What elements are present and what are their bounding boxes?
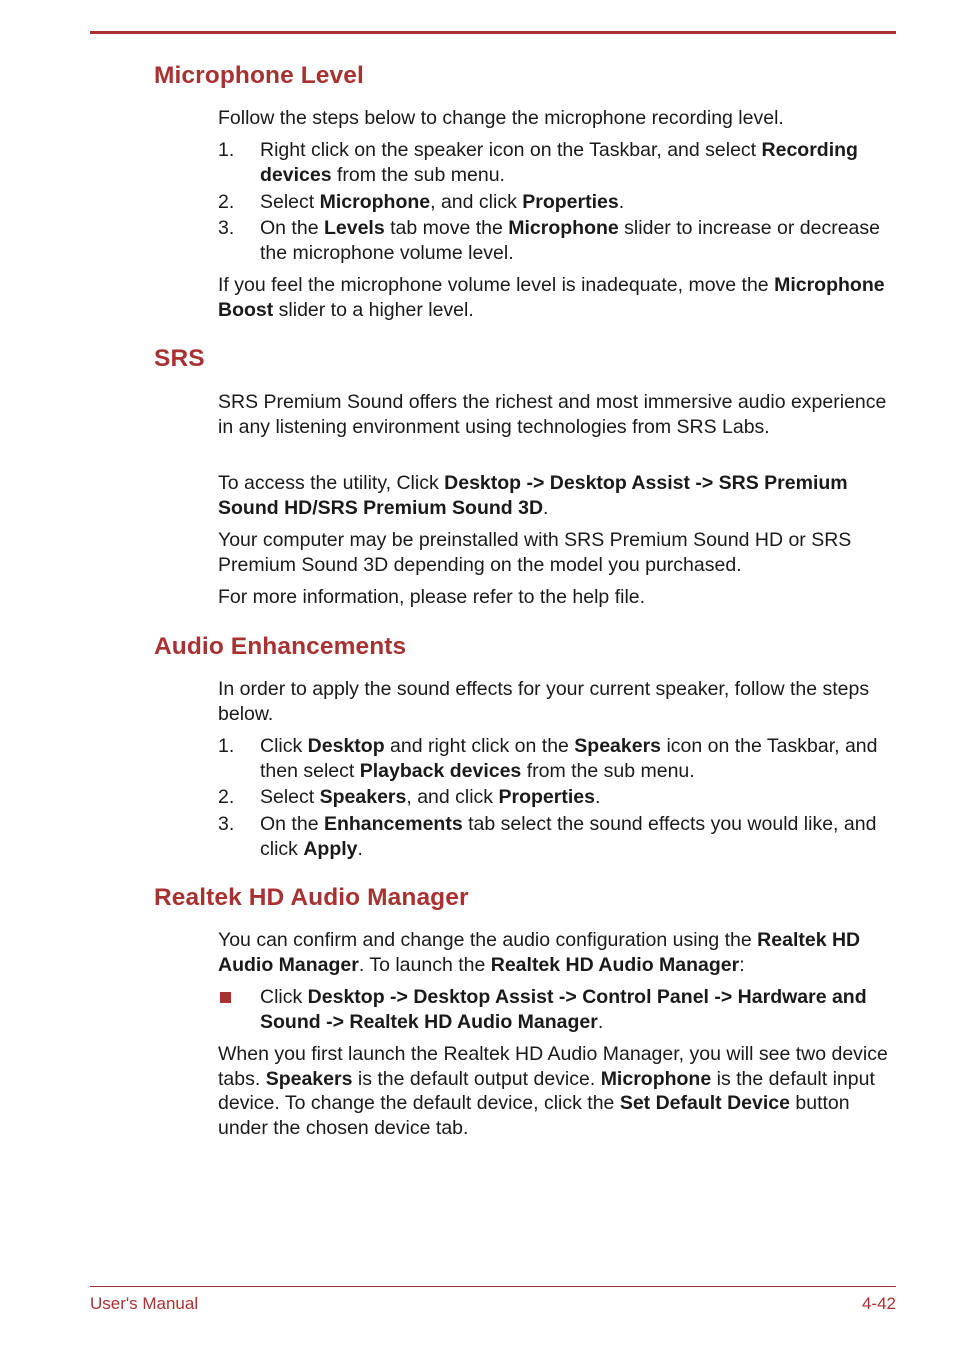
bold-text: Recording devices: [260, 139, 858, 186]
bold-text: Desktop -> Desktop Assist -> SRS Premium Sound HD/SRS Premium Sound 3D: [218, 472, 848, 519]
list-item: [218, 734, 898, 783]
page-number: 4-42: [861, 1294, 896, 1313]
list-item: [218, 785, 898, 810]
text-run: Right click on the speaker icon on the Taskbar, and select: [260, 139, 762, 161]
bold-text: Speakers: [574, 735, 662, 757]
text-run: On the: [260, 813, 324, 835]
list-text: [260, 812, 898, 861]
footer-rule: [90, 1286, 896, 1287]
text-run: Click: [260, 735, 308, 757]
list-number: 2.: [218, 786, 235, 808]
bold-text: Playback devices: [359, 759, 522, 782]
list-number: 1.: [218, 139, 235, 161]
list-text: [260, 734, 898, 783]
section-title-audio-enhancements: Audio Enhancements: [154, 633, 407, 660]
bold-text: Properties: [522, 191, 619, 213]
bold-text: Speakers: [319, 786, 407, 808]
bullet-item: [218, 985, 898, 1034]
text-run: button under the chosen device tab.: [218, 1092, 850, 1139]
square-bullet-icon: [220, 992, 231, 1003]
bold-text: Levels: [323, 217, 385, 239]
list-item: [218, 190, 898, 215]
list-text: [260, 138, 898, 187]
text-run: is the default output device.: [352, 1067, 601, 1090]
bold-text: Properties: [498, 786, 595, 808]
bold-text: Microphone: [508, 217, 619, 239]
text-run: When you first launch the Realtek HD Audio Manager, you will see two device tabs.: [218, 1043, 888, 1090]
footer-manual-label: User's Manual: [90, 1294, 199, 1313]
text-run: :: [739, 953, 745, 976]
text-run: To access the utility, Click: [218, 472, 445, 494]
text-run: from the sub menu.: [331, 163, 505, 186]
bold-text: Set Default Device: [619, 1092, 790, 1114]
list-item: [218, 216, 898, 265]
text-run: If you feel the microphone volume level is inadequate, move the: [218, 274, 775, 296]
text-run: slider to increase or decrease the microphone volume level.: [260, 217, 880, 264]
realtek-intro: [218, 928, 898, 977]
text-run: . To launch the: [358, 953, 491, 976]
text-run: .: [357, 837, 363, 860]
text-run: tab select the sound effects you would like, and click: [260, 813, 877, 860]
list-text: [260, 785, 898, 810]
text-run: tab move the: [384, 217, 509, 239]
section-title-microphone-level: Microphone Level: [154, 62, 364, 89]
text-run: icon on the Taskbar, and then select: [260, 735, 878, 782]
bold-text: Realtek HD Audio Manager: [218, 929, 861, 976]
bold-text: Desktop: [307, 735, 385, 757]
bold-text: Microphone: [319, 191, 431, 213]
bullet-text: [260, 985, 898, 1034]
text-run: .: [594, 786, 601, 808]
srs-paragraph: [218, 390, 898, 439]
srs-paragraph: [218, 585, 898, 610]
audio-enhancements-intro: In order to apply the sound effects for your current speaker, follow the steps below.: [218, 678, 870, 725]
text-run: You can confirm and change the audio configuration using the: [218, 929, 758, 951]
text-run: , and click: [430, 191, 523, 213]
text-run: Click: [260, 986, 308, 1008]
list-number: 1.: [218, 735, 235, 757]
section-title-realtek: Realtek HD Audio Manager: [154, 884, 469, 911]
bold-text: Enhancements: [323, 813, 463, 835]
text-run: For more information, please refer to the help file.: [218, 586, 646, 608]
bold-text: Microphone Boost: [218, 274, 885, 321]
bold-text: Apply: [303, 837, 358, 860]
list-number: 3.: [218, 217, 235, 239]
srs-paragraph: [218, 471, 898, 520]
text-run: from the sub menu.: [521, 759, 695, 782]
list-item: [218, 138, 898, 187]
list-text: [260, 190, 898, 215]
microphone-level-note: [218, 273, 898, 322]
text-run: is the default input device. To change the default device, click the: [218, 1067, 875, 1114]
text-run: Your computer may be preinstalled with SRS Premium Sound HD or SRS Premium Sound 3D depending on the model you purchased.: [218, 529, 852, 576]
text-run: .: [618, 191, 625, 213]
text-run: Select: [260, 191, 320, 213]
bold-text: Realtek HD Audio Manager: [490, 953, 740, 976]
section-title-srs: SRS: [154, 345, 205, 372]
text-run: slider to a higher level.: [273, 298, 474, 321]
list-text: [260, 216, 898, 265]
srs-paragraph: [218, 528, 898, 577]
realtek-closing: [218, 1042, 898, 1140]
text-run: On the: [260, 217, 324, 239]
header-rule: [90, 31, 896, 34]
list-number: 2.: [218, 191, 235, 213]
text-run: .: [597, 1010, 604, 1033]
bold-text: Speakers: [265, 1067, 353, 1090]
microphone-level-intro: Follow the steps below to change the microphone recording level.: [218, 107, 784, 129]
list-item: [218, 812, 898, 861]
text-run: Select: [260, 786, 320, 808]
bold-text: Desktop -> Desktop Assist -> Control Panel -> Hardware and Sound -> Realtek HD Audio Manager: [260, 986, 867, 1033]
text-run: and right click on the: [384, 735, 575, 757]
text-run: .: [543, 496, 549, 519]
text-run: SRS Premium Sound offers the richest and most immersive audio experience in any listening environment using technologies from SRS Labs.: [218, 391, 887, 438]
bold-text: Microphone: [600, 1067, 712, 1090]
text-run: , and click: [406, 786, 499, 808]
list-number: 3.: [218, 813, 235, 835]
